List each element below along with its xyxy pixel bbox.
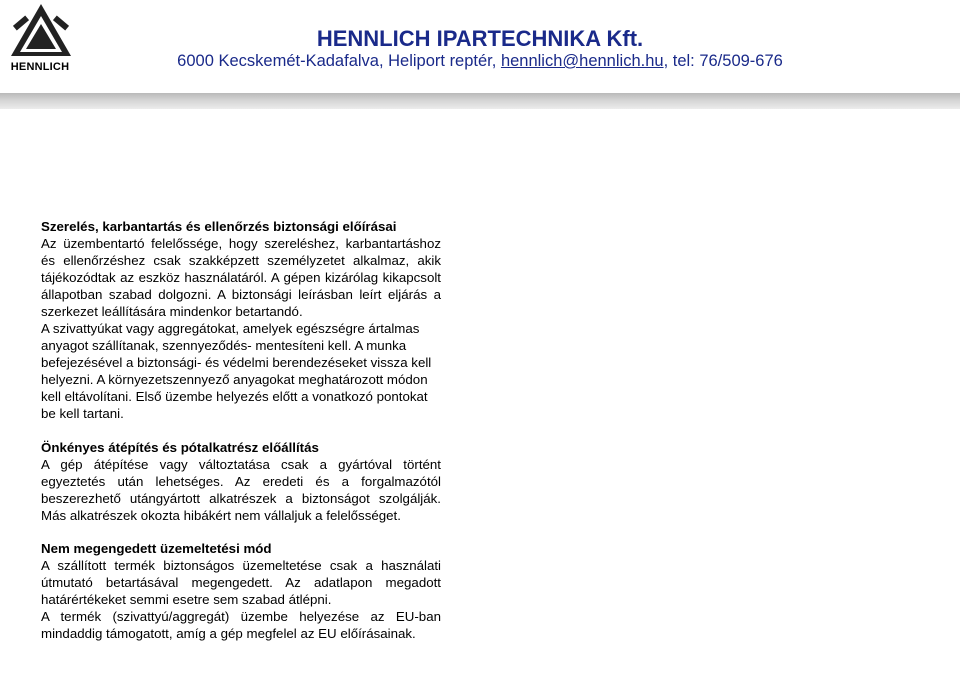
document-body xyxy=(41,218,441,642)
company-contact-line xyxy=(0,52,960,71)
company-name: HENNLICH IPARTECHNIKA Kft. xyxy=(316,26,644,51)
company-phone: , tel: 76/509-676 xyxy=(663,52,783,70)
company-address: 6000 Kecskemét-Kadafalva, Heliport reptér, xyxy=(177,52,497,70)
email-link[interactable]: hennlich@hennlich.hu xyxy=(500,52,664,70)
section-title-safety: Szerelés, karbantartás és ellenőrzés biztonsági előírásai xyxy=(41,219,397,234)
operation-paragraph-1: A szállított termék biztonságos üzemeltetése csak a használati útmutató betartásával megengedett. Az adatlapon megadott határértékeket semmi esetre sem szabad átlépni. xyxy=(41,558,441,607)
logo-text: HENNLICH xyxy=(10,61,70,73)
safety-paragraph-1: Az üzembentartó felelőssége, hogy szereléshez, karbantartáshoz és ellenőrzéshez csak szakképzett személyzetet alkalmaz, akik tájékozódtak az eszköz használatáról. A gépen kizárólag kikapcsolt állapotban szabad dolgozni. A biztonsági leírásban leírt eljárás a szerkezet leállítására mindenkor betartandó. xyxy=(41,236,441,319)
header-divider-bar xyxy=(0,93,960,109)
section-title-modification: Önkényes átépítés és pótalkatrész előállítás xyxy=(41,440,319,455)
operation-paragraph-2: A termék (szivattyú/aggregát) üzembe helyezése az EU-ban mindaddig támogatott, amíg a gép megfelel az EU előírásainak. xyxy=(41,609,441,641)
safety-paragraph-2: A szivattyúkat vagy aggregátokat, amelyek egészségre ártalmas anyagot szállítanak, szennyeződés- mentesíteni kell. A munka befejezésével a biztonsági- és védelmi berendezéseket vissza kell helyezni. A környezetszennyező anyagokat meghatározott módon kell eltávolítani. Első üzembe helyezés előtt a vonatkozó pontokat be kell tartani. xyxy=(41,321,432,421)
modification-paragraph: A gép átépítése vagy változtatása csak a gyártóval történt egyeztetés után lehetséges. Az eredeti és a forgalmazótól beszerezhető utángyártott alkatrészek a biztonságot szolgálják. Más alkatrészek okozta hibákért nem vállaljuk a felelősséget. xyxy=(41,457,441,523)
section-title-operation: Nem megengedett üzemeltetési mód xyxy=(41,541,272,556)
